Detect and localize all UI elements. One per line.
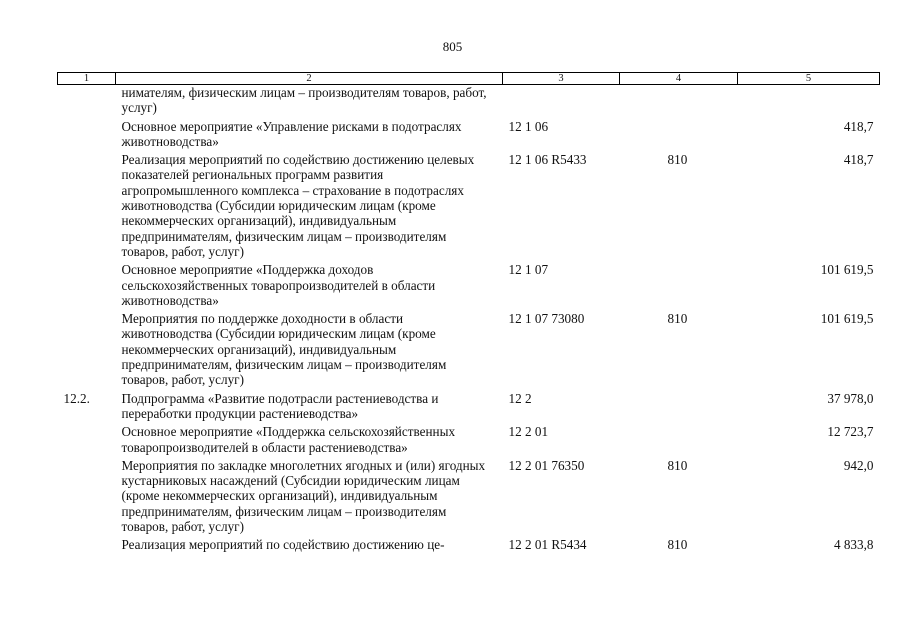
row-number: [58, 458, 116, 537]
row-sum: 418,7: [843, 152, 874, 168]
column-header-2: 2: [116, 73, 503, 85]
table-row: [58, 152, 880, 262]
row-sum: 4 833,8: [833, 537, 874, 553]
row-expense-type: 810: [667, 537, 688, 553]
table-row: [58, 424, 880, 458]
row-code: 12 2 01: [508, 424, 549, 440]
table-row: [58, 391, 880, 425]
row-number: [58, 152, 116, 262]
row-number: 12.2.: [63, 390, 90, 406]
row-sum: 12 723,7: [827, 424, 874, 440]
row-name: Подпрограмма «Развитие подотрасли растениеводства и переработки продукции растениеводства»: [121, 390, 439, 421]
row-code: 12 1 06 R5433: [508, 152, 587, 168]
row-code: [503, 85, 620, 119]
row-code: 12 2 01 R5434: [508, 537, 587, 553]
row-expense-type: [620, 119, 738, 153]
budget-table: [57, 72, 880, 556]
column-header-4: 4: [620, 73, 738, 85]
row-sum: 418,7: [843, 118, 874, 134]
row-number: [58, 537, 116, 555]
table-row: [58, 119, 880, 153]
table-row: [58, 311, 880, 390]
row-number: [58, 311, 116, 390]
row-sum: 942,0: [843, 457, 874, 473]
row-sum: 101 619,5: [820, 262, 874, 278]
row-name: Реализация мероприятий по содействию достижению целевых показателей региональных программ развития агропромышленного комплекса – страхование в подотраслях животноводства (Субсидии юридическим лицам (кроме некоммерческих организаций), индивидуальным предпринимателям, физическим лицам – производителям товаров, работ, услуг): [121, 152, 475, 259]
row-sum: [738, 85, 880, 119]
row-name: Основное мероприятие «Поддержка сельскохозяйственных товаропроизводителей в области растениеводства»: [121, 424, 456, 455]
table-row: [58, 537, 880, 555]
table-row: [58, 458, 880, 537]
row-name: Мероприятия по закладке многолетних ягодных и (или) ягодных кустарниковых насаждений (Субсидии юридическим лицам (кроме некоммерческих организаций), индивидуальным предпринимателям, физическим лицам – производителям товаров, работ, услуг): [121, 457, 486, 535]
row-code: 12 1 07 73080: [508, 311, 585, 327]
row-expense-type: [620, 424, 738, 458]
row-name: нимателям, физическим лицам – производителям товаров, работ, услуг): [121, 85, 487, 116]
table-row: [58, 262, 880, 311]
row-code: 12 2: [508, 390, 532, 406]
row-number: [58, 424, 116, 458]
row-code: 12 2 01 76350: [508, 457, 585, 473]
row-name: Основное мероприятие «Управление рисками в подотраслях животноводства»: [121, 118, 462, 149]
row-sum: 37 978,0: [827, 390, 874, 406]
row-number: [58, 119, 116, 153]
row-expense-type: [620, 391, 738, 425]
row-number: [58, 85, 116, 119]
row-expense-type: 810: [667, 311, 688, 327]
row-expense-type: [620, 85, 738, 119]
page-number: 805: [442, 39, 463, 54]
row-sum: 101 619,5: [820, 311, 874, 327]
column-header-5: 5: [738, 73, 880, 85]
row-code: 12 1 06: [508, 118, 549, 134]
row-name: Мероприятия по поддержке доходности в области животноводства (Субсидии юридическим лицам (кроме некоммерческих организаций), индивидуальным предпринимателям, физическим лицам – производителям товаров, работ, услуг): [121, 311, 447, 388]
row-expense-type: 810: [667, 457, 688, 473]
table-row: [58, 85, 880, 119]
row-name: Реализация мероприятий по содействию достижению це-: [121, 537, 445, 553]
column-header-1: 1: [58, 73, 116, 85]
row-name: Основное мероприятие «Поддержка доходов сельскохозяйственных товаропроизводителей в области животноводства»: [121, 262, 436, 308]
column-header-3: 3: [503, 73, 620, 85]
row-number: [58, 262, 116, 311]
row-code: 12 1 07: [508, 262, 549, 278]
row-expense-type: [620, 262, 738, 311]
table-header-row: [58, 73, 880, 85]
row-expense-type: 810: [667, 152, 688, 168]
